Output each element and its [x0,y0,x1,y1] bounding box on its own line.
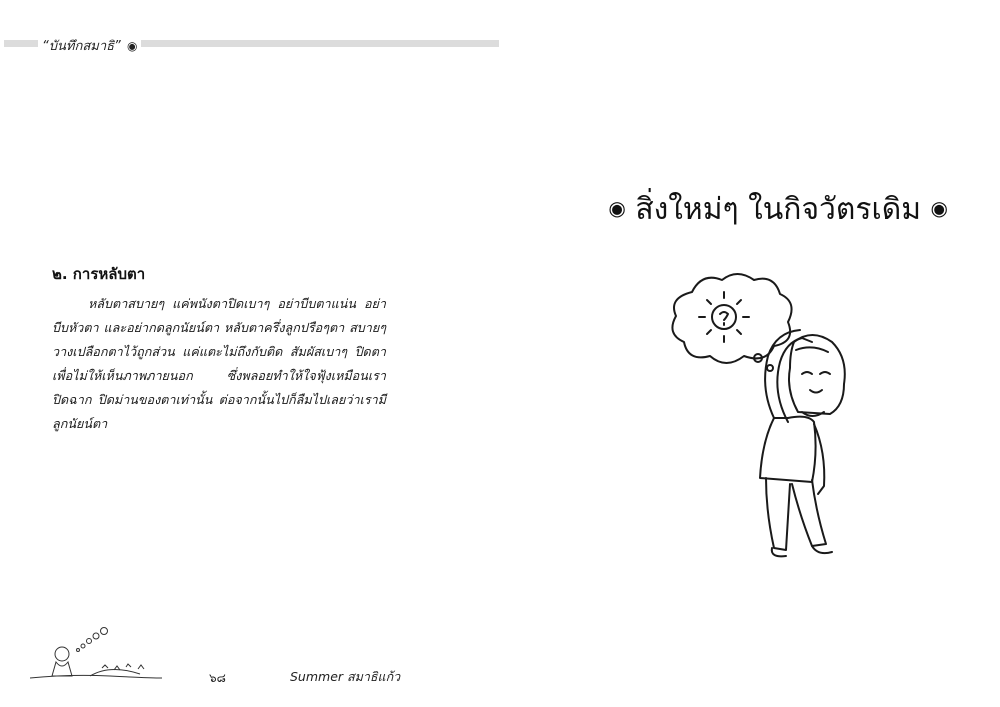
book-header [38,35,141,56]
girl-stretching-illustration [662,272,852,564]
title-bullet-right: ◉ [930,196,948,220]
section-heading: ๒. การหลับตา [52,265,146,283]
running-title: Summer สมาธิแก้ว [290,669,401,684]
book-label: “บันทึกสมาธิ” [42,39,121,54]
target-bullet-icon: ◉ [126,39,138,53]
meditating-child-doodle [30,626,170,682]
chapter-title-text: สิ่งใหม่ๆ ในกิจวัตรเดิม [635,192,921,227]
chapter-title [608,186,948,233]
page-number: ๖๘ [209,671,226,685]
title-bullet-left: ◉ [608,196,626,220]
body-paragraph: หลับตาสบายๆ แค่พนังตาปิดเบาๆ อย่าบีบตาแน่น อย่าบีบหัวตา และอย่ากดลูกนัยน์ตา หลับตาครึ่งลูกปรือๆตา สบายๆ วางเปลือกตาไว้ถูกส่วน แค่แตะไม่ถึงกับติด สัมผัสเบาๆ ปิดตาเพื่อไม่ให้เห็นภาพภายนอก ซึ่งพลอยทำให้ใจฟุ้งเหมือนเราปิดฉาก ปิดม่านของตาเท่านั้น ต่อจากนั้นไปก็ลืมไปเลยว่าเรามีลูกนัยน์ตา [52,296,386,431]
